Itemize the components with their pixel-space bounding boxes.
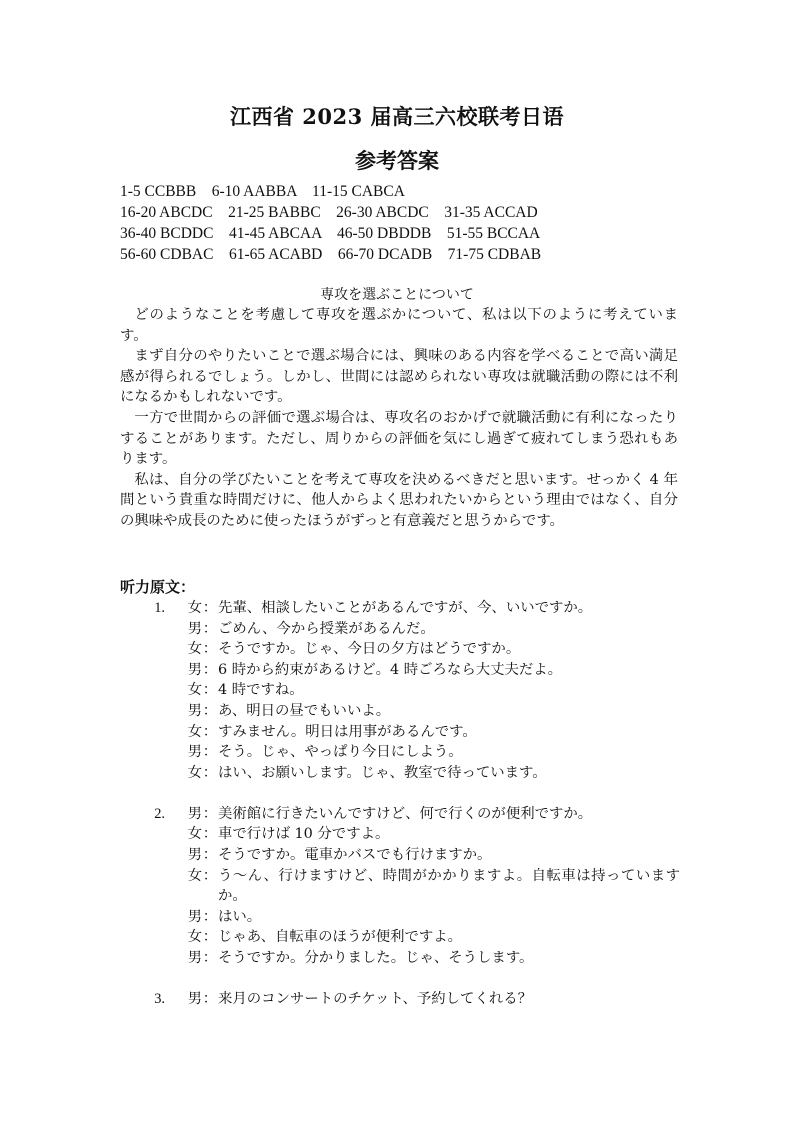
utterance-text: すみません。明日は用事があるんです。 bbox=[218, 723, 477, 740]
dialog-number bbox=[120, 742, 165, 763]
dialog-number: 1. bbox=[154, 600, 165, 616]
speaker-separator: ： bbox=[202, 950, 218, 966]
dialog-number bbox=[120, 639, 165, 660]
dialog-line bbox=[120, 907, 680, 928]
dialog-1 bbox=[120, 598, 680, 783]
speaker-separator: ： bbox=[202, 702, 218, 719]
model-essay bbox=[120, 305, 678, 532]
dialog-number bbox=[120, 680, 165, 701]
speaker-separator: ： bbox=[202, 764, 218, 781]
speaker-label: 男 bbox=[187, 620, 202, 637]
utterance-text: 美術館に行きたいんですけど、何で行くのが便利ですか。 bbox=[218, 805, 593, 822]
speaker-label: 男 bbox=[187, 702, 202, 719]
dialog-line bbox=[120, 845, 680, 866]
dialog-number bbox=[120, 722, 165, 743]
dialog-number bbox=[120, 763, 165, 784]
dialog-line bbox=[120, 660, 680, 681]
dialog-line bbox=[120, 763, 680, 784]
speaker-label: 女 bbox=[187, 867, 202, 884]
dialog-number bbox=[120, 927, 165, 948]
dialog-number bbox=[120, 824, 165, 845]
dialog-number: 2. bbox=[154, 805, 165, 822]
speaker-label: 男 bbox=[187, 847, 202, 864]
speaker-label: 男 bbox=[187, 805, 202, 822]
utterance-text: そうですか。分かりました。じゃ、そうします。 bbox=[218, 950, 534, 966]
speaker-label: 女 bbox=[187, 826, 202, 843]
speaker-label: 男 bbox=[187, 991, 202, 1008]
utterance-text: 4 時ですね。 bbox=[218, 682, 304, 699]
essay-paragraph: どのようなことを考慮して専攻を選ぶかについて、私は以下のように考えています。 bbox=[120, 307, 678, 344]
dialog-line bbox=[120, 701, 680, 722]
dialog-number: 3. bbox=[154, 991, 165, 1008]
speaker-separator: ： bbox=[202, 908, 218, 925]
essay-paragraph: 私は、自分の学びたいことを考えて専攻を決めるべきだと思います。せっかく 4 年間という貴重な時間だけに、他人からよく思われたいからという理由ではなく、自分の興味や成長のために使ったほうがずっと有意義だと思うからです。 bbox=[120, 471, 678, 529]
answer-row: 16-20 ABCDC 21-25 BABBC 26-30 ABCDC 31-35 ACCAD bbox=[120, 204, 538, 221]
speaker-separator: ： bbox=[202, 723, 218, 740]
document-title: 江西省 2023 届高三六校联考日语 bbox=[229, 104, 565, 129]
dialog-line bbox=[120, 680, 680, 701]
answer-row: 56-60 CDBAC 61-65 ACABD 66-70 DCADB 71-75 CDBAB bbox=[120, 246, 542, 263]
speaker-label: 男 bbox=[187, 908, 202, 925]
dialog-line bbox=[120, 619, 680, 640]
speaker-label: 女 bbox=[187, 723, 202, 740]
document-subtitle: 参考答案 bbox=[355, 148, 439, 173]
speaker-label: 男 bbox=[187, 950, 202, 966]
dialog-line bbox=[120, 804, 680, 825]
dialog-line bbox=[120, 927, 680, 948]
dialog-line bbox=[120, 742, 680, 763]
dialog-line bbox=[120, 598, 680, 619]
dialog-number bbox=[120, 948, 165, 969]
dialog-line bbox=[120, 722, 680, 743]
dialog-line bbox=[120, 639, 680, 660]
dialog-2 bbox=[120, 804, 680, 969]
speaker-label: 男 bbox=[187, 744, 202, 761]
listening-transcript bbox=[120, 598, 680, 1030]
answer-row: 36-40 BCDDC 41-45 ABCAA 46-50 DBDDB 51-55 BCCAA bbox=[120, 225, 541, 242]
dialog-line bbox=[120, 824, 680, 845]
utterance-text: そうですか。電車かバスでも行けますか。 bbox=[218, 847, 492, 864]
utterance-text: う～ん、行けますけど、時間がかかりますよ。自転車は持っていますか。 bbox=[218, 867, 680, 905]
dialog-number bbox=[120, 907, 165, 928]
essay-title: 専攻を選ぶことについて bbox=[320, 287, 474, 303]
essay-paragraph: まず自分のやりたいことで選ぶ場合には、興味のある内容を学べることで高い満足感が得られるでしょう。しかし、世間には認められない専攻は就職活動の際には不利になるかもしれないです。 bbox=[120, 348, 678, 406]
speaker-separator: ： bbox=[202, 744, 218, 761]
utterance-text: そう。じゃ、やっぱり今日にしよう。 bbox=[218, 744, 463, 761]
answer-row: 1-5 CCBBB 6-10 AABBA 11-15 CABCA bbox=[120, 183, 405, 200]
dialog-line bbox=[120, 866, 680, 907]
speaker-separator: ： bbox=[202, 991, 218, 1008]
speaker-separator: ： bbox=[202, 661, 218, 678]
speaker-label: 女 bbox=[187, 764, 202, 781]
speaker-separator: ： bbox=[202, 682, 218, 699]
speaker-separator: ： bbox=[202, 641, 218, 658]
speaker-separator: ： bbox=[202, 929, 218, 946]
utterance-text: はい、お願いします。じゃ、教室で待っています。 bbox=[218, 764, 547, 781]
utterance-text: あ、明日の昼でもいいよ。 bbox=[218, 702, 391, 719]
essay-paragraph: 一方で世間からの評価で選ぶ場合は、専攻名のおかげで就職活動に有利になったりすることがあります。ただし、周りからの評価を気にし過ぎて疲れてしまう恐れもあります。 bbox=[120, 409, 678, 468]
speaker-label: 女 bbox=[187, 929, 202, 946]
speaker-label: 男 bbox=[187, 661, 202, 678]
utterance-text: 6 時から約束があるけど。4 時ごろなら大丈夫だよ。 bbox=[218, 661, 563, 678]
utterance-text: 先輩、相談したいことがあるんですが、今、いいですか。 bbox=[218, 600, 593, 616]
listening-heading: 听力原文： bbox=[120, 578, 196, 596]
speaker-separator: ： bbox=[202, 826, 218, 843]
dialog-number bbox=[120, 866, 165, 907]
utterance-text: じゃあ、自転車のほうが便利ですよ。 bbox=[218, 929, 463, 946]
utterance-text: はい。 bbox=[218, 908, 262, 925]
dialog-number bbox=[120, 660, 165, 681]
dialog-line bbox=[120, 989, 680, 1010]
utterance-text: 車で行けば 10 分ですよ。 bbox=[218, 826, 390, 843]
answer-key bbox=[120, 181, 680, 265]
dialog-line bbox=[120, 948, 680, 969]
speaker-label: 女 bbox=[187, 682, 202, 699]
speaker-label: 女 bbox=[187, 600, 202, 616]
speaker-label: 女 bbox=[187, 641, 202, 658]
dialog-3 bbox=[120, 989, 680, 1010]
speaker-separator: ： bbox=[202, 867, 218, 884]
dialog-number bbox=[120, 845, 165, 866]
speaker-separator: ： bbox=[202, 620, 218, 637]
dialog-number bbox=[120, 619, 165, 640]
utterance-text: 来月のコンサートのチケット、予約してくれる？ bbox=[218, 991, 533, 1008]
speaker-separator: ： bbox=[202, 847, 218, 864]
utterance-text: そうですか。じゃ、今日の夕方はどうですか。 bbox=[218, 641, 521, 658]
utterance-text: ごめん、今から授業があるんだ。 bbox=[218, 620, 435, 637]
speaker-separator: ： bbox=[202, 805, 218, 822]
speaker-separator: ： bbox=[202, 600, 218, 616]
dialog-number bbox=[120, 701, 165, 722]
